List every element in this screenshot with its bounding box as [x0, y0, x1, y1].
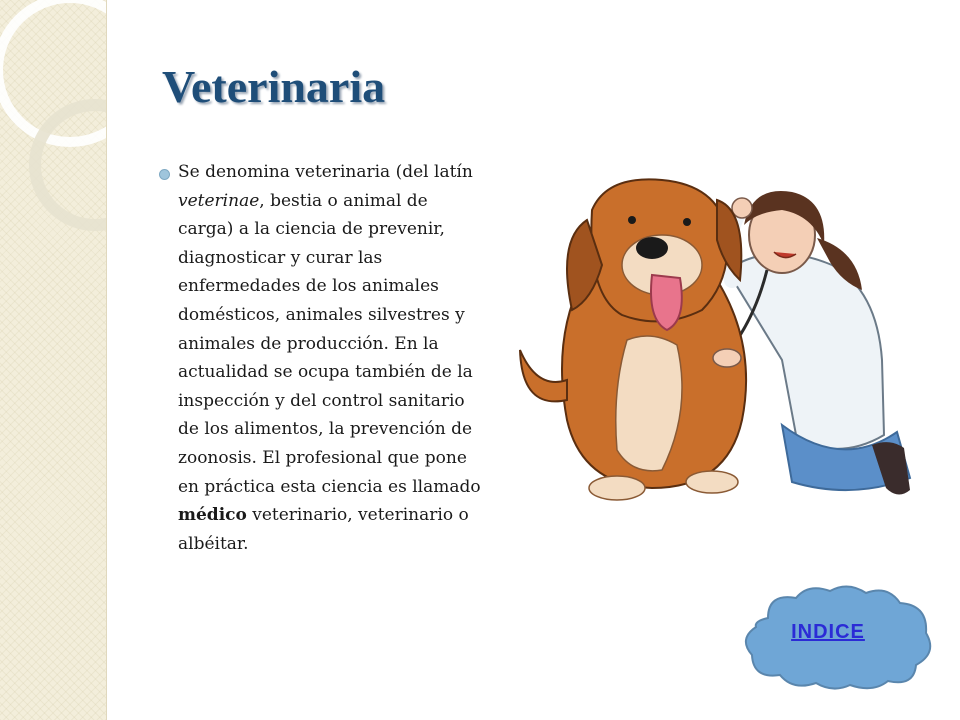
body-latin-term: veterinae [178, 190, 260, 211]
indice-button[interactable] [738, 583, 938, 693]
slide-body [178, 158, 483, 558]
indice-link-label[interactable]: INDICE [791, 621, 865, 643]
veterinarian-with-dog-icon [512, 170, 922, 510]
body-bold-term: médico [178, 505, 247, 526]
decorative-side-strip [0, 0, 107, 720]
body-text-part: , bestia o animal de carga) a la ciencia de prevenir, diagnosticar y curar las enfermedades de los animales domésticos, animales silvestres y animales de producción. En la actualidad se ocupa también de la inspección y del control sanitario de los alimentos, la prevención de zoonosis. El profesional que pone en práctica esta ciencia es llamado [178, 190, 481, 497]
body-text-part: Se denomina veterinaria (del latín [178, 162, 473, 182]
decorative-circles-icon [0, 0, 106, 720]
body-text-part: veterinario, veterinario o albéitar. [178, 505, 469, 554]
bullet-item [178, 158, 483, 558]
slide-title: Veterinaria [162, 61, 386, 112]
bullet-icon [159, 169, 170, 180]
